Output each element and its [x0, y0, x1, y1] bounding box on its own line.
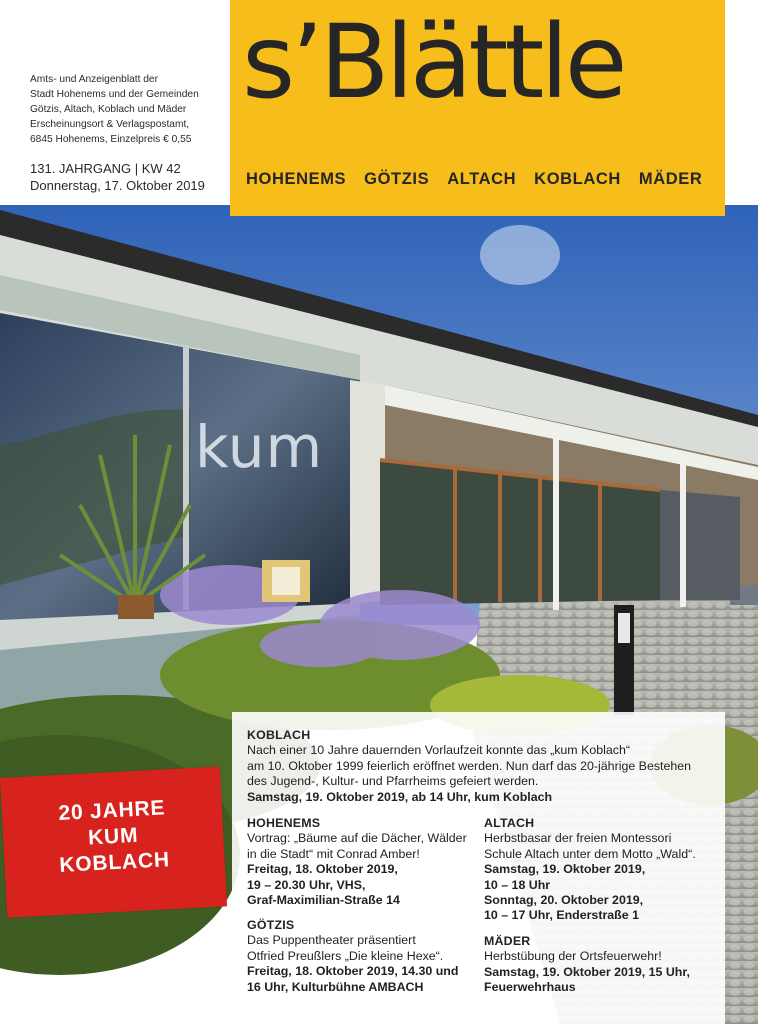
imprint-line: Amts- und Anzeigenblatt der [30, 74, 158, 85]
event-date-line: Freitag, 18. Oktober 2019, 14.30 und [247, 964, 459, 979]
masthead-towns [246, 170, 702, 189]
event-date-line: Feuerwehrhaus [484, 980, 576, 995]
event-maeder [484, 934, 690, 996]
event-date-line: Samstag, 19. Oktober 2019, 15 Uhr, [484, 964, 690, 979]
issue-date: Donnerstag, 17. Oktober 2019 [30, 178, 205, 193]
event-text-line: des Jugend-, Kultur- und Pfarrheims gefeiert werden. [247, 774, 539, 789]
masthead-title: s’Blättle [242, 3, 624, 122]
event-text-line: Otfried Preußlers „Die kleine Hexe“. [247, 948, 444, 963]
town-label: KOBLACH [534, 170, 621, 188]
event-date-line: Samstag, 19. Oktober 2019, [484, 862, 646, 877]
event-place: MÄDER [484, 934, 531, 948]
event-date-line: Sonntag, 20. Oktober 2019, [484, 893, 644, 908]
town-label: ALTACH [447, 170, 517, 188]
masthead [230, 0, 725, 216]
event-text-line: Schule Altach unter dem Motto „Wald“. [484, 846, 696, 861]
imprint-line: Stadt Hohenems und der Gemeinden [30, 89, 199, 100]
event-date-line: 10 – 18 Uhr [484, 877, 551, 892]
event-koblach [247, 728, 691, 805]
badge-line: 20 JAHRE [57, 796, 166, 825]
badge-line: KOBLACH [58, 848, 171, 877]
event-date-line: Samstag, 19. Oktober 2019, ab 14 Uhr, kum Koblach [247, 789, 553, 804]
town-label: MÄDER [638, 170, 703, 188]
event-date-line: 16 Uhr, Kulturbühne AMBACH [247, 979, 424, 994]
event-text-line: Das Puppentheater präsentiert [247, 933, 416, 948]
event-text-line: am 10. Oktober 1999 feierlich eröffnet werden. Nun darf das 20-jährige Bestehen [247, 758, 692, 773]
event-text-line: in die Stadt“ mit Conrad Amber! [247, 846, 420, 861]
event-date-line: Graf-Maximilian-Straße 14 [247, 893, 400, 908]
event-goetzis [247, 918, 458, 995]
event-hohenems [247, 816, 467, 908]
badge-line: KUM [87, 823, 139, 850]
event-text-line: Nach einer 10 Jahre dauernden Vorlaufzeit konnte das „kum Koblach“ [247, 743, 630, 758]
imprint-line: Erscheinungsort & Verlagspostamt, [30, 119, 190, 130]
imprint-line: 6845 Hohenems, Einzelpreis € 0,55 [30, 134, 192, 145]
event-place: GÖTZIS [247, 918, 295, 932]
event-place: HOHENEMS [247, 816, 321, 830]
issue-info [30, 160, 205, 194]
event-place: ALTACH [484, 816, 535, 830]
event-text-line: Herbstbasar der freien Montessori [484, 831, 672, 846]
imprint-line: Götzis, Altach, Koblach und Mäder [30, 104, 187, 115]
imprint-block [30, 72, 230, 147]
anniversary-badge [0, 766, 227, 917]
event-date-line: Freitag, 18. Oktober 2019, [247, 862, 398, 877]
town-label: HOHENEMS [246, 170, 347, 188]
town-label: GÖTZIS [364, 170, 430, 188]
event-text-line: Vortrag: „Bäume auf die Dächer, Wälder [247, 831, 467, 846]
event-date-line: 19 – 20.30 Uhr, VHS, [247, 877, 366, 892]
issue-volume: 131. JAHRGANG | KW 42 [30, 161, 181, 176]
event-text-line: Herbstübung der Ortsfeuerwehr! [484, 949, 662, 964]
events-panel [232, 712, 725, 1024]
event-place: KOBLACH [247, 728, 311, 742]
kum-sign-reflection: kum [195, 413, 324, 481]
event-altach [484, 816, 696, 924]
badge-text [31, 794, 195, 880]
event-date-line: 10 – 17 Uhr, Enderstraße 1 [484, 908, 639, 923]
